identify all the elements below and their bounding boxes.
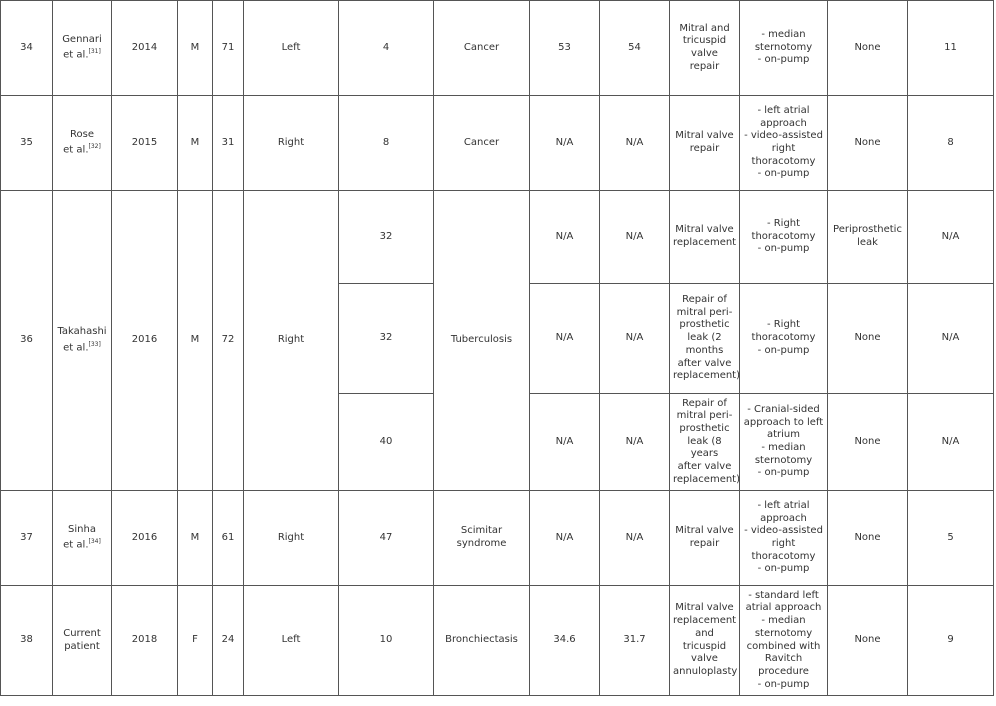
age: 71 (213, 1, 244, 96)
value-cell: N/A (600, 284, 670, 394)
case-number: 36 (1, 191, 53, 491)
table-row (1, 491, 994, 586)
side: Right (244, 96, 339, 191)
sex: F (178, 586, 213, 696)
value-cell: N/A (908, 191, 994, 284)
case-number: 38 (1, 586, 53, 696)
value-cell: N/A (530, 284, 600, 394)
complication: None (828, 1, 908, 96)
surgery: Mitral valve replacement and tricuspid valve annuloplasty (670, 586, 740, 696)
age: 31 (213, 96, 244, 191)
surgery: Mitral valve repair (670, 96, 740, 191)
surgery: Mitral valve repair (670, 491, 740, 586)
author: Gennari et al.[31] (53, 1, 112, 96)
approach: - Cranial-sided approach to left atrium - median sternotomy - on-pump (740, 394, 828, 491)
etiology: Cancer (434, 1, 530, 96)
age: 24 (213, 586, 244, 696)
author: Sinha et al.[34] (53, 491, 112, 586)
sex: M (178, 191, 213, 491)
complication: None (828, 96, 908, 191)
value-cell: 34.6 (530, 586, 600, 696)
author: Current patient (53, 586, 112, 696)
year: 2018 (112, 586, 178, 696)
value-cell: N/A (908, 284, 994, 394)
surgery: Repair of mitral peri- prosthetic leak (8 years after valve replacement) (670, 394, 740, 491)
value-cell: N/A (600, 96, 670, 191)
year: 2014 (112, 1, 178, 96)
value-cell: N/A (600, 191, 670, 284)
sex: M (178, 1, 213, 96)
approach: - left atrial approach - video-assisted right thoracotomy - on-pump (740, 491, 828, 586)
complication: None (828, 284, 908, 394)
value-cell: 31.7 (600, 586, 670, 696)
table-row (1, 1, 994, 96)
value-cell: 11 (908, 1, 994, 96)
table-row (1, 96, 994, 191)
case-number: 34 (1, 1, 53, 96)
value-cell: 8 (339, 96, 434, 191)
case-number: 35 (1, 96, 53, 191)
value-cell: 53 (530, 1, 600, 96)
value-cell: 9 (908, 586, 994, 696)
side: Right (244, 191, 339, 491)
year: 2015 (112, 96, 178, 191)
value-cell: N/A (600, 491, 670, 586)
etiology: Tuberculosis (434, 191, 530, 491)
side: Right (244, 491, 339, 586)
etiology: Scimitar syndrome (434, 491, 530, 586)
approach: - left atrial approach - video-assisted right thoracotomy - on-pump (740, 96, 828, 191)
surgery: Mitral valve replacement (670, 191, 740, 284)
value-cell: N/A (908, 394, 994, 491)
value-cell: N/A (530, 96, 600, 191)
value-cell: 8 (908, 96, 994, 191)
side: Left (244, 1, 339, 96)
year: 2016 (112, 491, 178, 586)
value-cell: 47 (339, 491, 434, 586)
table-row (1, 191, 994, 284)
value-cell: N/A (530, 191, 600, 284)
value-cell: 5 (908, 491, 994, 586)
value-cell: 10 (339, 586, 434, 696)
approach: - Right thoracotomy - on-pump (740, 284, 828, 394)
sex: M (178, 96, 213, 191)
approach: - standard left atrial approach - median sternotomy combined with Ravitch procedure - on-pump (740, 586, 828, 696)
author: Rose et al.[32] (53, 96, 112, 191)
author: Takahashi et al.[33] (53, 191, 112, 491)
complication: None (828, 491, 908, 586)
value-cell: 4 (339, 1, 434, 96)
approach: - median sternotomy - on-pump (740, 1, 828, 96)
value-cell: N/A (530, 394, 600, 491)
side: Left (244, 586, 339, 696)
case-number: 37 (1, 491, 53, 586)
value-cell: 32 (339, 191, 434, 284)
value-cell: N/A (530, 491, 600, 586)
year: 2016 (112, 191, 178, 491)
value-cell: 40 (339, 394, 434, 491)
complication: None (828, 586, 908, 696)
age: 72 (213, 191, 244, 491)
surgery: Mitral and tricuspid valve repair (670, 1, 740, 96)
table-row (1, 586, 994, 696)
complication: None (828, 394, 908, 491)
etiology: Cancer (434, 96, 530, 191)
value-cell: 54 (600, 1, 670, 96)
value-cell: N/A (600, 394, 670, 491)
etiology: Bronchiectasis (434, 586, 530, 696)
age: 61 (213, 491, 244, 586)
complication: Periprosthetic leak (828, 191, 908, 284)
approach: - Right thoracotomy - on-pump (740, 191, 828, 284)
value-cell: 32 (339, 284, 434, 394)
sex: M (178, 491, 213, 586)
surgery: Repair of mitral peri- prosthetic leak (2 months after valve replacement) (670, 284, 740, 394)
